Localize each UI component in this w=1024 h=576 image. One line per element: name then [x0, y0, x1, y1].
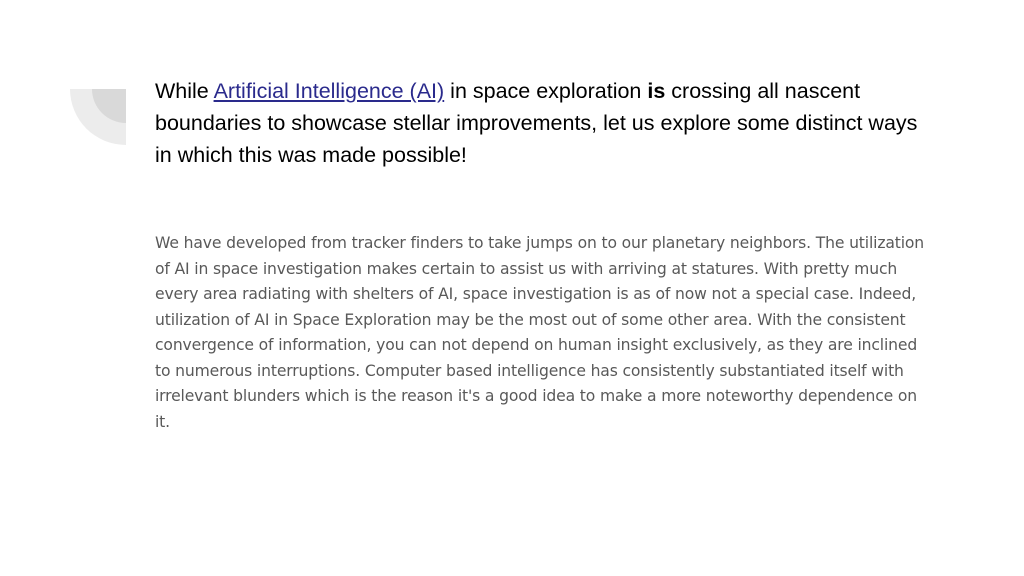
heading-text-start: While	[155, 79, 214, 103]
body-paragraph: We have developed from tracker finders to take jumps on to our planetary neighbors. The utilization of AI in space investigation makes certain to assist us with arriving at statures. With pretty much every area radiating with shelters of AI, space investigation is as of now not a special case. Indeed, utilization of AI in Space Exploration may be the most out of some other area. With the consistent convergence of information, you can not depend on human insight exclusively, as they are inclined to numerous interruptions. Computer based intelligence has consistently substantiated itself with irrelevant blunders which is the reason it's a good idea to make a more noteworthy dependence on it.	[155, 234, 925, 431]
heading-text-middle: in space exploration	[444, 79, 648, 103]
heading-text-end: crossing all nascent boundaries to showcase stellar improvements, let us explore some distinct ways in which this was made possible!	[155, 79, 918, 167]
slide-heading	[155, 75, 925, 171]
ai-link[interactable]: Artificial Intelligence (AI)	[213, 79, 445, 103]
decorative-quarter-circle-icon	[70, 89, 126, 145]
heading-bold-word: is	[647, 79, 666, 103]
